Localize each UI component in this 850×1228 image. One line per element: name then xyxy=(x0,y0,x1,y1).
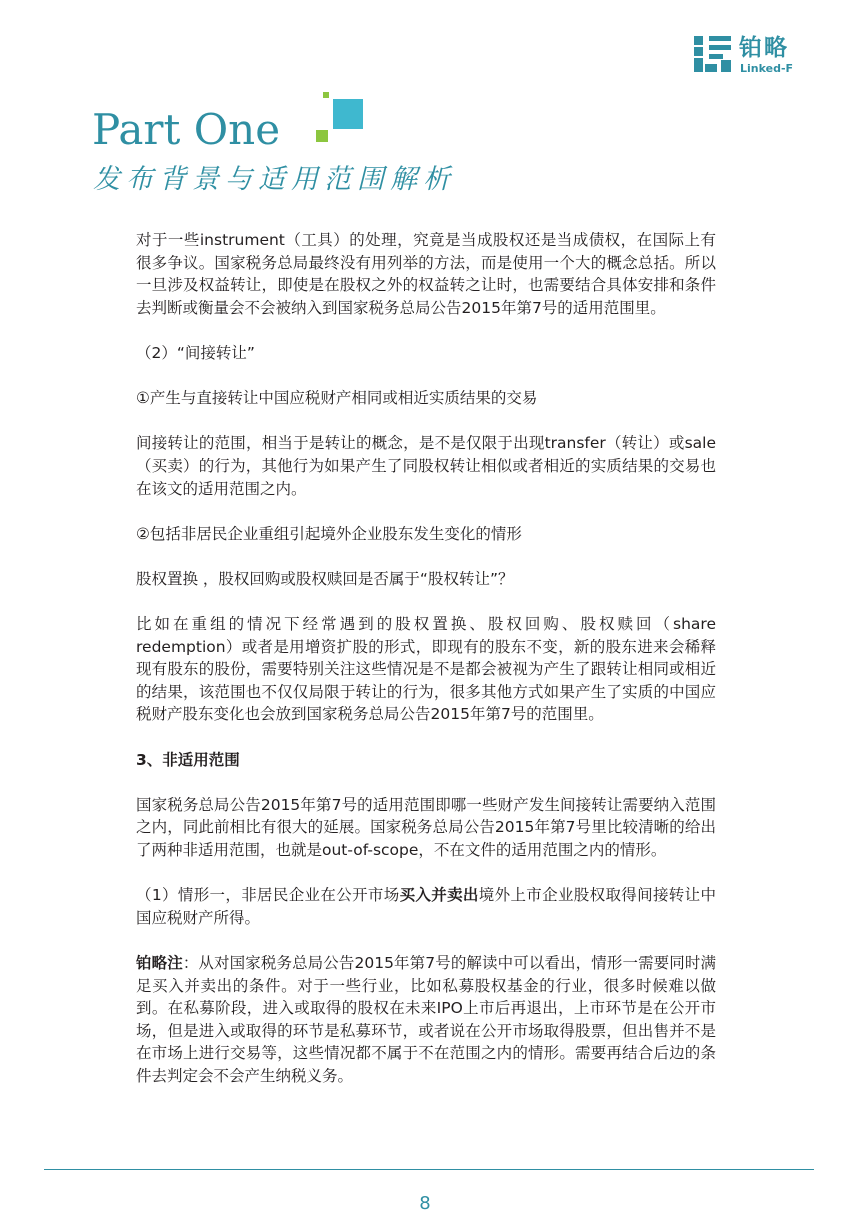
paragraph: 国家税务总局公告2015年第7号的适用范围即哪一些财产发生间接转让需要纳入范围之内，同此前相比有很大的延展。国家税务总局公告2015年第7号里比较清晰的给出了两种非适用范围，也就是out-of-scope，不在文件的适用范围之内的情形。 xyxy=(136,795,716,860)
list-item: ②包括非居民企业重组引起境外企业股东发生变化的情形 xyxy=(136,524,522,543)
list-item: ①产生与直接转让中国应税财产相同或相近实质结果的交易 xyxy=(136,389,538,408)
page-number: 8 xyxy=(419,1193,431,1214)
section-heading: 3、非适用范围 xyxy=(136,750,240,769)
brand-logo-mark-icon xyxy=(694,34,734,74)
deco-square-small xyxy=(323,92,329,98)
deco-square-large xyxy=(333,99,363,129)
section-title-en: Part One xyxy=(92,105,281,154)
footer-divider xyxy=(44,1169,814,1170)
text-run: 境外上市企业股权取得间接转让中国应税财产所得。 xyxy=(136,886,716,927)
paragraph: 对于一些instrument（工具）的处理，究竟是当成股权还是当成债权，在国际上有很多争议。国家税务总局最终没有用列举的方法，而是使用一个大的概念总括。所以一旦涉及权益转让，即使是在股权之外的权益转之让时，也需要结合具体安排和条件去判断或衡量会不会被纳入到国家税务总局公告2015年第7号的适用范围里。 xyxy=(136,231,716,317)
deco-square-medium xyxy=(316,130,328,142)
article-body xyxy=(136,229,716,1110)
text-run: （1）情形一，非居民企业在公开市场 xyxy=(136,886,400,905)
brand-name-cn: 铂略 xyxy=(739,35,789,61)
paragraph: 比如在重组的情况下经常遇到的股权置换、股权回购、股权赎回（share redemption）或者是用增资扩股的形式，即现有的股东不变，新的股东进来会稀释现有股东的股份，需要特别关注这些情况是不是都会被视为产生了跟转让相同或相近的结果，该范围也不仅仅局限于转让的行为，很多其他方式如果产生了实质的中国应税财产股东变化也会放到国家税务总局公告2015年第7号的范围里。 xyxy=(136,615,716,724)
section-title-cn: 发布背景与适用范围解析 xyxy=(93,164,456,195)
paragraph-note xyxy=(136,952,716,1088)
subheading-indirect-transfer: （2）“间接转让” xyxy=(136,343,255,362)
paragraph: 间接转让的范围，相当于是转让的概念，是不是仅限于出现transfer（转让）或sale（买卖）的行为，其他行为如果产生了同股权转让相似或者相近的实质结果的交易也在该文的适用范围之内。 xyxy=(136,434,716,498)
brand-name-en: Linked-F xyxy=(740,62,794,75)
note-text: ：从对国家税务总局公告2015年第7号的解读中可以看出，情形一需要同时满足买入并卖出的条件。对于一些行业，比如私募股权基金的行业，很多时候难以做到。在私募阶段，进入或取得的股权在未来IPO上市后再退出，上市环节是在公开市场，但是进入或取得的环节是私募环节，或者说在公开市场取得股票，但出售并不是在市场上进行交易等，这些情况都不属于不在范围之内的情形。需要再结合后边的条件去判定会不会产生纳税义务。 xyxy=(136,954,716,1085)
brand-logo xyxy=(694,34,810,76)
question: 股权置换 ，股权回购或股权赎回是否属于“股权转让”？ xyxy=(136,569,514,588)
emphasis-buy-sell: 买入并卖出 xyxy=(399,886,479,905)
note-label: 铂略注 xyxy=(136,954,183,972)
paragraph-case-one xyxy=(136,884,716,929)
